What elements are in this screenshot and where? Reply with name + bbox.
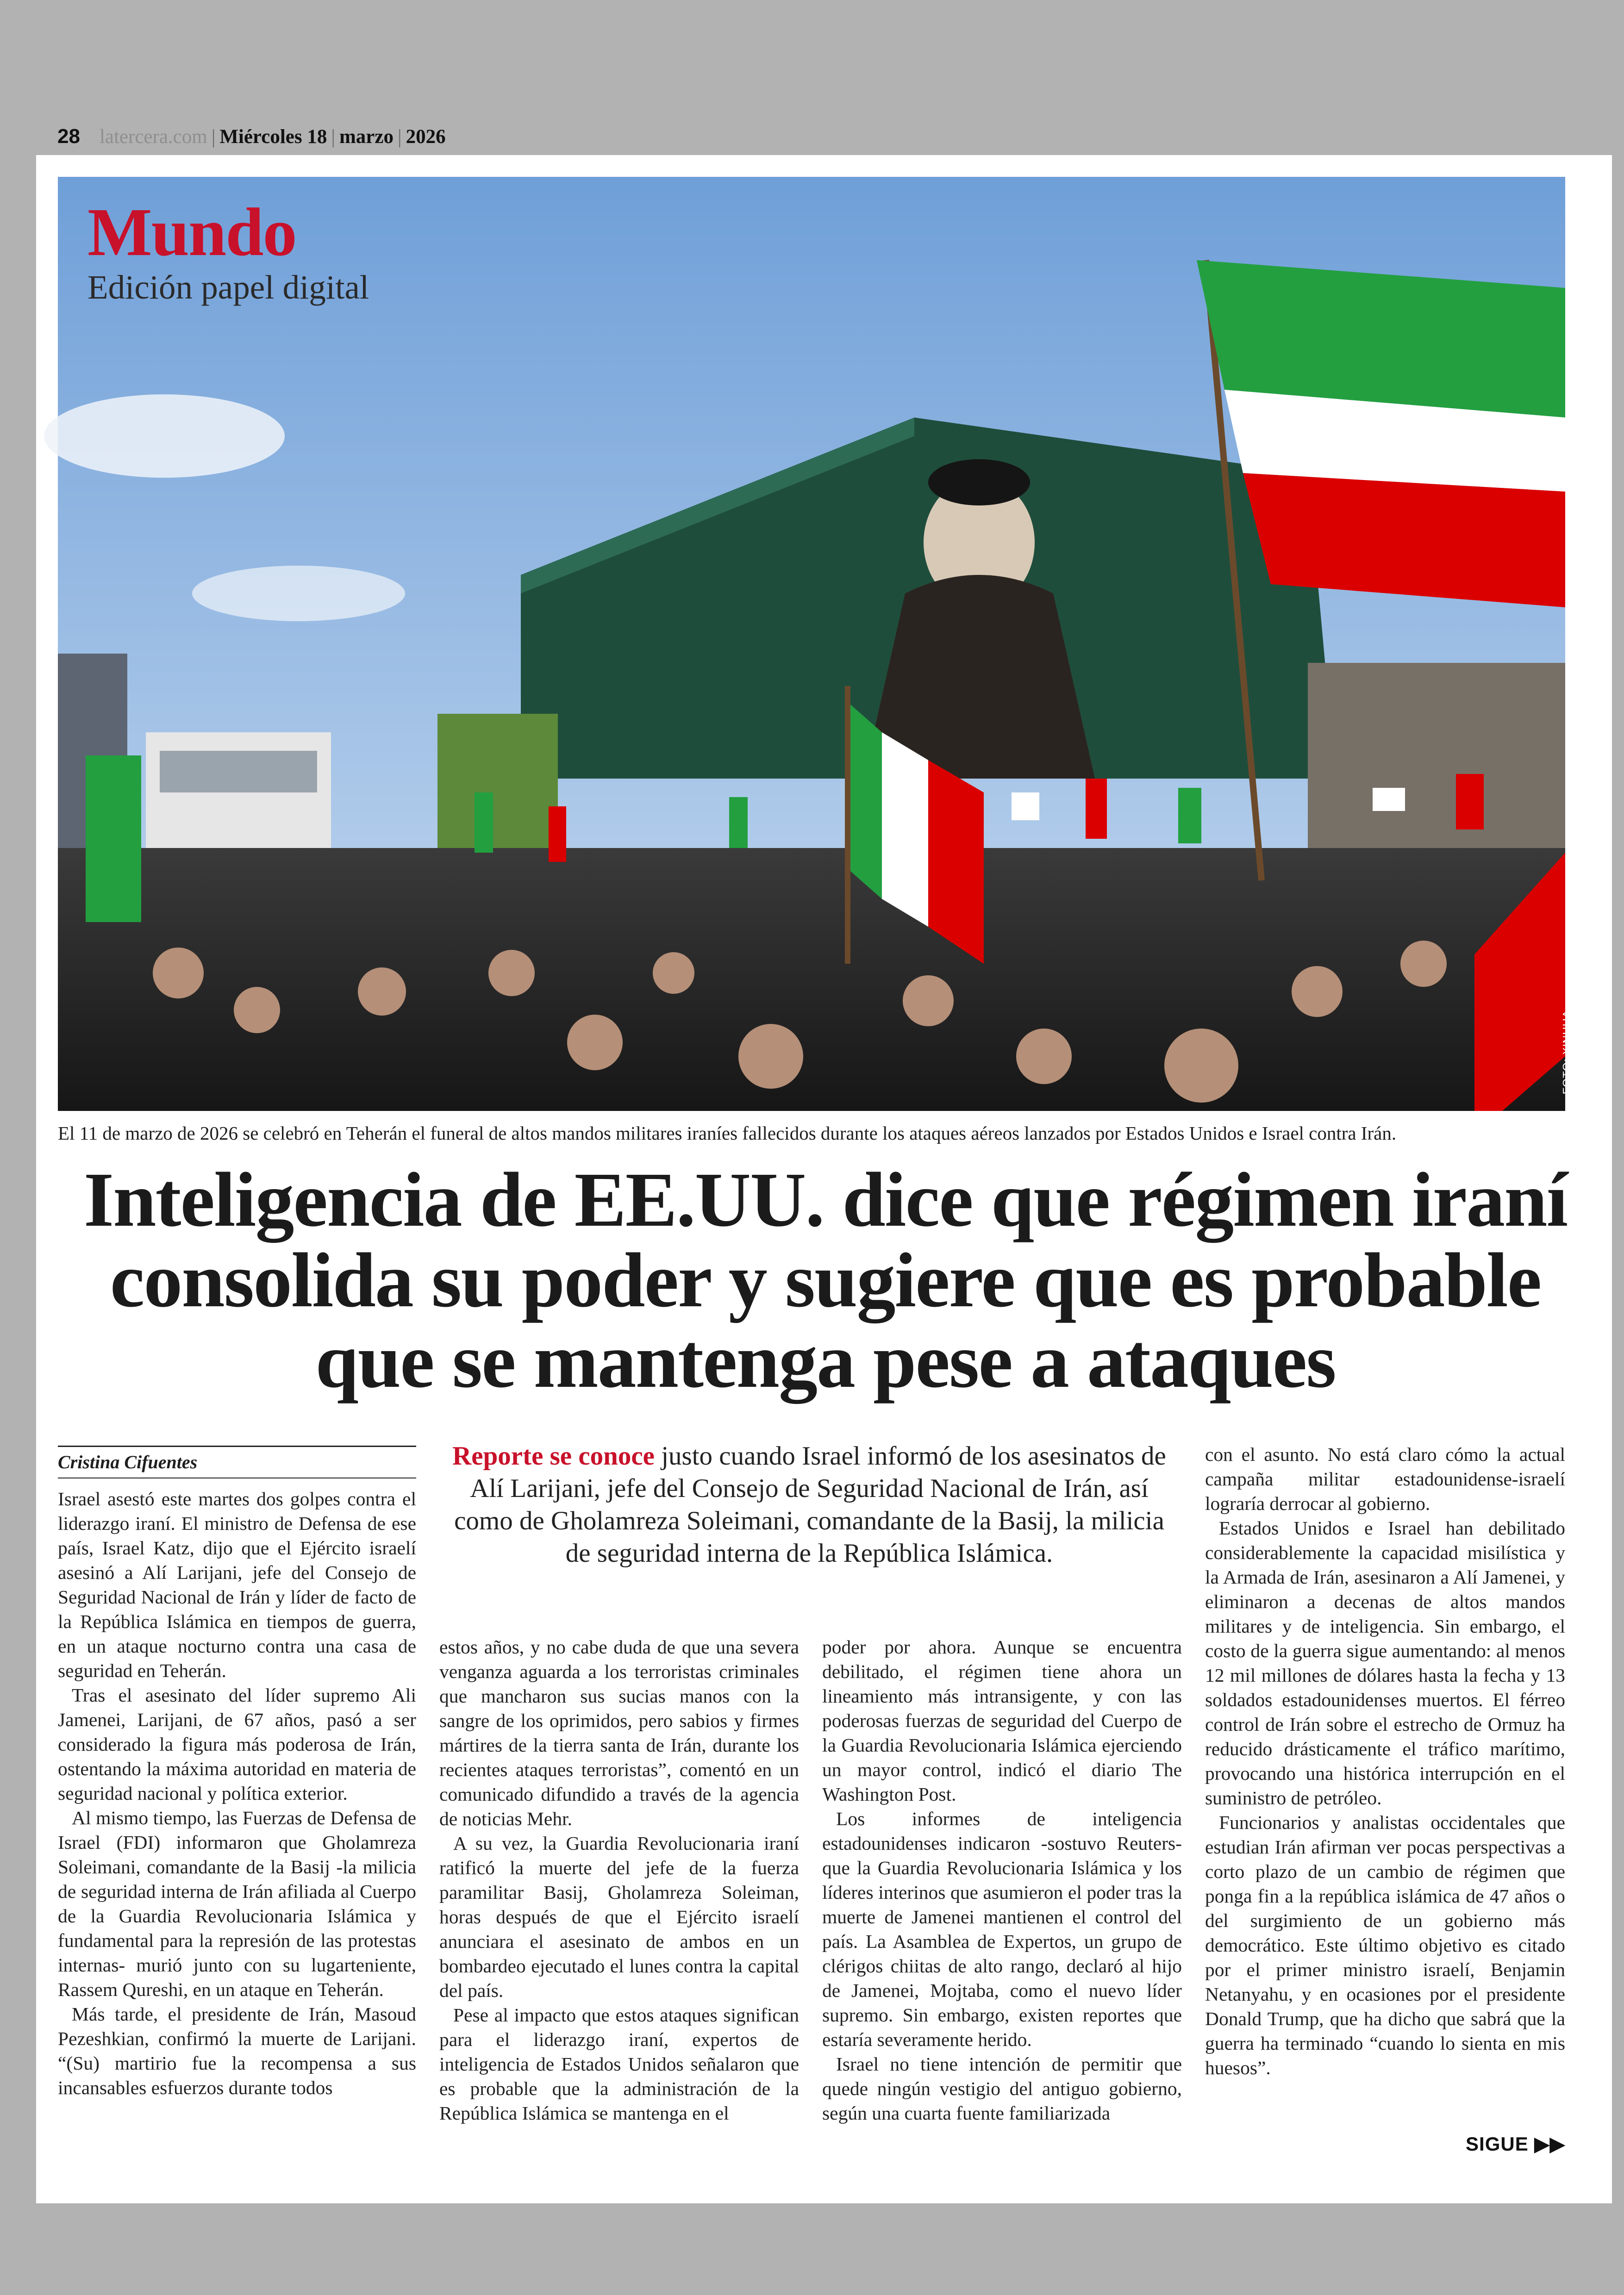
edition-label: Edición papel digital bbox=[87, 268, 369, 306]
paragraph: Al mismo tiempo, las Fuerzas de Defensa de Israel (FDI) informaron que Gholamreza Soleimani, comandante de la Basij -la milicia de seguridad interna de Irán afiliada al Cuerpo de la Guardia Revolucionaria Islámica y fundamental para la represión de las protestas internas- murió junto con su lugarteniente, Rassem Qureshi, en un ataque en Teherán. bbox=[58, 1807, 416, 2000]
section-header bbox=[87, 195, 369, 308]
paragraph: Más tarde, el presidente de Irán, Masoud Pezeshkian, confirmó la muerte de Larijani. “(Su) martirio fue la recompensa a sus incansables esfuerzos durante todos bbox=[58, 2003, 416, 2098]
section-name: Mundo bbox=[87, 194, 296, 270]
photo-credit: FOTO: XINHUA bbox=[1561, 1010, 1573, 1095]
newspaper-page bbox=[36, 155, 1612, 2203]
folio-separator: | bbox=[331, 126, 335, 148]
paragraph: Pese al impacto que estos ataques significan para el liderazgo iraní, expertos de inteligencia de Estados Unidos señalaron que es probable que la administración de la República Islámica se mantenga en el bbox=[439, 2004, 799, 2124]
folio-separator: | bbox=[211, 126, 216, 148]
deck-lead: Reporte se conoce bbox=[452, 1441, 655, 1471]
page-folio bbox=[57, 123, 446, 150]
folio-year: 2026 bbox=[406, 126, 446, 148]
deck-text: justo cuando Israel informó de los asesinatos de Alí Larijani, jefe del Consejo de Seguridad Nacional de Irán, así como de Gholamreza Soleimani, comandante de la Basij, la milicia de seguridad interna de la República Islámica. bbox=[454, 1441, 1166, 1568]
paragraph: estos años, y no cabe duda de que una severa venganza aguarda a los terroristas criminales que mancharon sus sucias manos con la sangre de los oprimidos, pero sabios y firmes mártires de la tierra santa de Irán, durante los recientes ataques terroristas”, comentó en un comunicado difundido a través de la agencia de noticias Mehr. bbox=[439, 1636, 799, 1829]
page-number: 28 bbox=[57, 125, 80, 148]
article-column-4 bbox=[1205, 1442, 1565, 2159]
paragraph: A su vez, la Guardia Revolucionaria iraní ratificó la muerte del jefe de la fuerza paramilitar Basij, Gholamreza Soleiman, horas después de que el Ejército israelí anunciara el asesinato de ambos en un bombardeo ejecutado el lunes contra la capital del país. bbox=[439, 1833, 799, 2001]
continue-link[interactable]: SIGUE ▶▶ bbox=[1466, 2133, 1565, 2155]
paragraph: Los informes de inteligencia estadounidenses indicaron -sostuvo Reuters- que la Guardia Revolucionaria Islámica y los líderes interinos que asumieron el poder tras la muerte de Jamenei mantienen el control del país. La Asamblea de Expertos, un grupo de clérigos chiitas de alto rango, declaró al hijo de Jamenei, Mojtaba, como el nuevo líder supremo. Sin embargo, existen reportes que estaría severamente herido. bbox=[822, 1808, 1182, 2050]
paragraph: Estados Unidos e Israel han debilitado considerablemente la capacidad misilística y la Armada de Irán, asesinaron a Alí Jamenei, y eliminaron a decenas de altos mandos militares y de inteligencia. Sin embargo, el costo de la guerra sigue aumentando: al menos 12 mil millones de dólares hasta la fecha y 13 soldados estadounidenses muertos. El férreo control de Irán sobre el estrecho de Ormuz ha reducido drásticamente el tráfico marítimo, provocando una histórica interrupción en el suministro de petróleo. bbox=[1205, 1517, 1565, 1809]
cloud bbox=[192, 566, 405, 621]
cloud bbox=[44, 394, 285, 478]
photo-caption: El 11 de marzo de 2026 se celebró en Teherán el funeral de altos mandos militares iraníes fallecidos durante los ataques aéreos lanzados por Estados Unidos e Israel contra Irán. bbox=[58, 1123, 1397, 1144]
folio-separator: | bbox=[397, 126, 402, 148]
building bbox=[1308, 663, 1565, 871]
article-column-1 bbox=[58, 1487, 416, 2159]
lead-photo bbox=[58, 177, 1573, 1111]
paragraph: poder por ahora. Aunque se encuentra debilitado, el régimen tiene ahora un lineamiento más intransigente, y con las poderosas fuerzas de seguridad del Cuerpo de la Guardia Revolucionaria Islámica ejerciendo un mayor control, indicó el diario The Washington Post. bbox=[822, 1636, 1182, 1805]
byline: Cristina Cifuentes bbox=[58, 1446, 416, 1478]
paragraph: con el asunto. No está claro cómo la actual campaña militar estadounidense-israelí lograría derrocar al gobierno. bbox=[1205, 1444, 1565, 1514]
paragraph: Tras el asesinato del líder supremo Ali Jamenei, Larijani, de 67 años, pasó a ser considerado la figura más poderosa de Irán, ostentando la máxima autoridad en materia de seguridad nacional y política exterior. bbox=[58, 1684, 416, 1804]
site-name: latercera.com bbox=[99, 126, 207, 148]
paragraph: Funcionarios y analistas occidentales que estudian Irán afirman ver pocas perspectivas a corto plazo de un cambio de régimen que ponga fin a la república islámica de 47 años o del surgimiento de un gobierno más democrático. Este último objetivo es citado por el primer ministro israelí, Benjamin Netanyahu, y en ocasiones por el presidente Donald Trump, que ha dicho que sabrá que la guerra ha terminado “cuando lo sienta en mis huesos”. bbox=[1205, 1812, 1565, 2078]
paragraph: Israel no tiene intención de permitir que quede ningún vestigio del antiguo gobierno, según una cuarta fuente familiarizada bbox=[822, 2053, 1182, 2124]
photo-illustration bbox=[58, 177, 1565, 1111]
deck bbox=[448, 1440, 1170, 1570]
article-column-2 bbox=[439, 1635, 799, 2159]
folio-weekday: Miércoles 18 bbox=[219, 126, 327, 148]
article-column-3 bbox=[822, 1635, 1182, 2159]
folio-month: marzo bbox=[339, 126, 394, 148]
trees bbox=[437, 714, 558, 862]
paragraph: Israel asestó este martes dos golpes contra el liderazgo iraní. El ministro de Defensa de ese país, Israel Katz, dijo que el Ejército israelí asesinó a Alí Larijani, jefe del Consejo de Seguridad Nacional de Irán y líder de facto de la República Islámica en tiempos de guerra, en un ataque nocturno contra una casa de seguridad en Teherán. bbox=[58, 1488, 416, 1681]
headline: Inteligencia de EE.UU. dice que régimen iraní consolida su poder y sugiere que es probable que se mantenga pese a ataques bbox=[83, 1157, 1568, 1404]
